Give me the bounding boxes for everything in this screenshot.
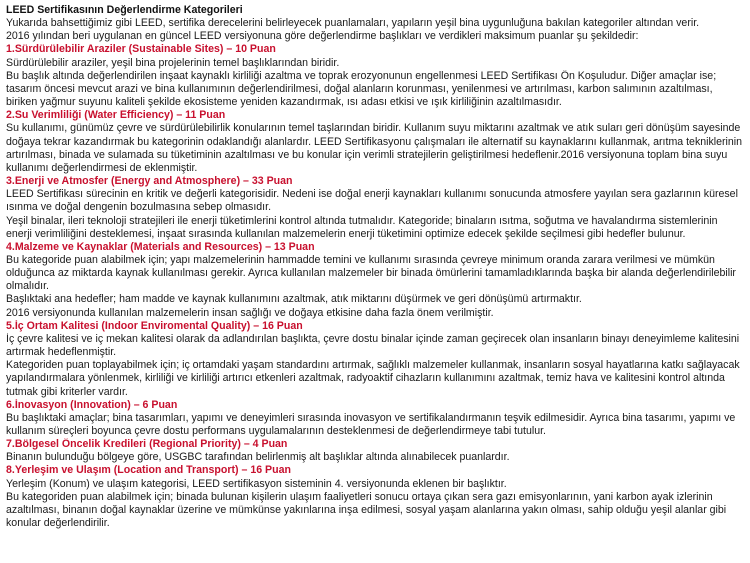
section-text-line: ısınma ve doğal dengenin bozulmasına sebep olmasıdır. [6,201,272,214]
section-block [6,399,744,438]
section-text-line: tasarım öncesi mevcut arazi ve bina kullanımının değerlendirilmesi, doğal alanların korunması, yenilenmesi ve artırılması, karbon salımının azaltılması, [6,82,713,95]
section-text-line: Başlıktaki ana hedefler; ham madde ve kaynak kullanımını azaltmak, atık miktarını düşürmek ve geri dönüşümü artırmaktır. [6,293,582,306]
section-text-line: artırmak hedeflenmiştir. [6,346,117,359]
section-block [6,464,744,530]
section-heading: 8.Yerleşim ve Ulaşım (Location and Transport) – 16 Puan [6,464,291,477]
intro-line: 2016 yılından beri uygulanan en güncel LEED versiyonuna göre değerlendirme başlıkları ve verdikleri maksimum puanlar şu şekildedir: [6,30,639,43]
section-text-line: azaltılması, binanın doğal kaynaklar üzerine ve mümkünse yakınlarına inşa edilmesi, sosyal yaşam alanlarına yakın olması, sahip olduğu yeşil alanlar gibi [6,503,727,516]
section-text-line: Yerleşim (Konum) ve ulaşım kategorisi, LEED sertifikasyon sisteminin 4. versiyonunda eklenen bir başlıktır. [6,477,507,490]
section-heading: 6.İnovasyon (Innovation) – 6 Puan [6,398,178,411]
section-text-line: Sürdürülebilir araziler, yeşil bina projelerinin temel başlıklarından biridir. [6,56,340,69]
section-block [6,241,744,320]
section-text-line: Bu başlık altında değerlendirilen inşaat kaynaklı kirliliği azaltma ve toprak erozyonunun engellenmesi LEED Sertifikası Ön Koşuludur. Diğer amaçlar ise; [6,69,717,82]
section-text-line: artırılması, binada ve sulamada su tüketiminin azaltılması ve bu konular için verimli stratejilerin geliştirilmesi hedeflenir.2016 versiyonuna toplam bina suyu [6,148,728,161]
section-text-line: Kategoriden puan toplayabilmek için; iç ortamdaki yaşam standardını artırmak, sağlıklı malzemeler kullanmak, insanların sosyal hayatlarına katkı sağlayacak [6,359,740,372]
section-text-line: doğaya tekrar kazandırmak bu kategorinin odaklandığı alanlardır. LEED Sertifikasyonu çalışmaları ile alternatif su kaynaklarını kullanmak, arıtma tekniklerinin [6,135,743,148]
section-text-line: Bu başlıktaki amaçlar; bina tasarımları, yapımı ve deneyimleri sırasında inovasyon ve sertifikalandırmanın teşvik edilmesidir. Ayrıca bina tasarımı, yapımı ve [6,411,736,424]
section-block [6,320,744,399]
document-title: LEED Sertifikasının Değerlendirme Kategorileri [6,4,243,16]
section-text-line: Binanın bulunduğu bölgeye göre, USGBC tarafından belirlenmiş alt başlıklar altında alınabilecek puanlardır. [6,451,510,464]
section-text-line: olduğunca az miktarda kaynak kullanılması gerekir. Ayrıca kullanılan malzemeler bir binada ömürlerini tamamladıklarında başka bir alanda değerlendirilebilir [6,267,736,280]
section-text-line: konular değerlendirilir. [6,517,110,530]
section-text-line: Bu kategoriden puan alabilmek için; binada bulunan kişilerin ulaşım faaliyetleri sonucu ortaya çıkan sera gazı emisyonlarının, yani karbon ayak izlerinin [6,490,713,503]
section-block [6,175,744,241]
section-text-line: 2016 versiyonunda kullanılan malzemelerin insan sağlığı ve doğaya etkisine daha fazla önem verilmiştir. [6,306,494,319]
section-text-line: biriken yağmur suyunu kaliteli şekilde ekosisteme yeniden kazandırmak, ısı adası etkisi ve ışık kirliliğinin azaltılmasıdır. [6,96,562,109]
document-page [6,4,744,530]
section-heading: 1.Sürdürülebilir Araziler (Sustainable Sites) – 10 Puan [6,43,276,56]
section-heading: 5.İç Ortam Kalitesi (Indoor Enviromental Quality) – 16 Puan [6,319,303,332]
section-block [6,109,744,175]
intro-line: Yukarıda bahsettiğimiz gibi LEED, sertifika derecelerini belirleyecek puanlamaları, yapıların yeşil bina uygunluğuna bakılan kategoriler altından verir. [6,17,700,30]
section-text-line: kullanım süreçleri boyunca çevre dostu performans uygulamalarının desteklenmesi de değerlendirmeye tabi tutulur. [6,425,546,437]
section-text-line: kullanımı değerlendirmesi de eklenmiştir. [6,161,198,174]
section-text-line: yapılandırmalara yönlenmek, kirliliği ve kirliliği artırıcı etkenleri azaltmak, radyoaktif cihazların kullanımını azaltmak, temiz hava ve kalitesini kontrol altında [6,372,725,385]
section-block [6,438,744,464]
sections-container [6,43,744,530]
section-text-line: Su kullanımı, günümüz çevre ve sürdürülebilirlik konularının temel taşlarından biridir. Kullanım suyu miktarını azaltmak ve atık suları geri dönüşüm sayesinde [6,122,741,135]
section-heading: 4.Malzeme ve Kaynaklar (Materials and Resources) – 13 Puan [6,240,315,253]
section-text-line: Yeşil binalar, ileri teknoloji stratejileri ile enerji tüketimlerini kontrol altında tutmalıdır. Kategoride; binaların ısıtma, soğutma ve havalandırma sistemlerinin [6,214,718,227]
section-heading: 7.Bölgesel Öncelik Kredileri (Regional Priority) – 4 Puan [6,438,288,451]
section-text-line: enerji verimliliğini desteklemesi, inşaat sırasında kullanılan malzemelerin enerji tüketimini optimize edecek şekilde seçilmesi gibi hedefler bulunur. [6,227,686,240]
section-text-line: İç çevre kalitesi ve iç mekan kalitesi olarak da adlandırılan başlıkta, çevre dostu binalar içinde zaman geçirecek olan insanların binayı deneyimleme kalitesini [6,332,740,345]
section-text-line: tutmak gibi kriterler vardır. [6,385,128,398]
section-block [6,43,744,109]
section-text-line: olmalıdır. [6,280,49,293]
section-heading: 2.Su Verimliliği (Water Efficiency) – 11 Puan [6,109,226,122]
section-text-line: LEED Sertifikası sürecinin en kritik ve değerli kategorisidir. Nedeni ise doğal enerji kaynakları kullanımı sonucunda atmosfere yayılan sera gazlarının küresel [6,188,738,201]
section-heading: 3.Enerji ve Atmosfer (Energy and Atmosphere) – 33 Puan [6,175,293,188]
section-text-line: Bu kategoride puan alabilmek için; yapı malzemelerinin hammadde temini ve kullanımı sırasında çevreye minimum oranda zarara verilmesi ve mümkün [6,253,715,266]
